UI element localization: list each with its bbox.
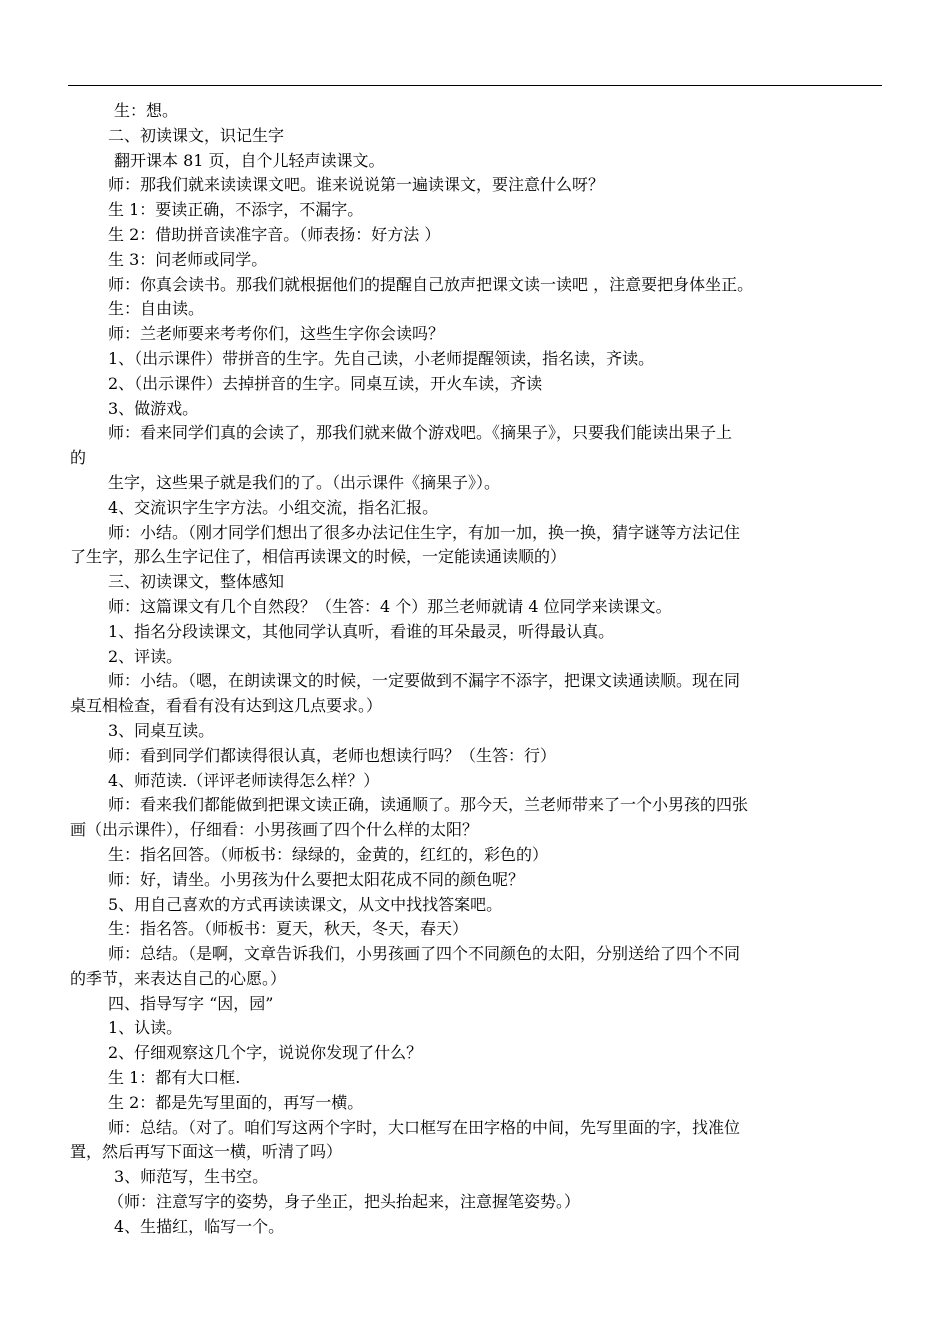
- text-line: 四、指导写字 “因，园”: [108, 993, 274, 1013]
- text-line: 生：指名答。（师板书：夏天，秋天，冬天，春天）: [108, 919, 469, 939]
- header-rule: [68, 85, 882, 86]
- text-line: 的: [70, 448, 87, 468]
- text-line: 4、交流识字生字方法。小组交流，指名汇报。: [108, 497, 439, 517]
- text-line: 生字，这些果子就是我们的了。（出示课件《摘果子》）。: [108, 472, 501, 492]
- text-line: 4、生描红，临写一个。: [114, 1216, 285, 1236]
- text-line: 三、初读课文，整体感知: [108, 572, 285, 592]
- text-line: 3、同桌互读。: [108, 720, 215, 740]
- text-line: 了生字，那么生字记住了，相信再读课文的时候，一定能读通读顺的）: [70, 547, 567, 567]
- text-line: 的季节，来表达自己的心愿。）: [70, 968, 287, 988]
- text-line: 师：看来我们都能做到把课文读正确，读通顺了。那今天，兰老师带来了一个小男孩的四张: [108, 795, 749, 815]
- text-line: 师：总结。（对了。咱们写这两个字时，大口框写在田字格的中间，先写里面的字，找准位: [108, 1117, 741, 1137]
- text-line: 置，然后再写下面这一横，听清了吗）: [70, 1142, 343, 1162]
- text-line: 桌互相检查，看看有没有达到这几点要求。）: [70, 696, 383, 716]
- text-line: 1、（出示课件）带拼音的生字。先自己读，小老师提醒领读，指名读，齐读。: [108, 348, 655, 368]
- text-line: 3、做游戏。: [108, 398, 199, 418]
- text-line: 4、师范读.（评评老师读得怎么样？）: [108, 770, 380, 790]
- text-line: 师：看到同学们都读得很认真，老师也想读行吗？（生答：行）: [108, 745, 557, 765]
- text-line: 5、用自己喜欢的方式再读读课文，从文中找找答案吧。: [108, 894, 503, 914]
- text-line: 师：好，请坐。小男孩为什么要把太阳花成不同的颜色呢？: [108, 869, 525, 889]
- text-line: 生 3：问老师或同学。: [108, 249, 268, 269]
- text-line: 师：你真会读书。那我们就根据他们的提醒自己放声把课文读一读吧 ，注意要把身体坐正。: [108, 274, 754, 294]
- text-line: 3、师范写，生书空。: [114, 1167, 269, 1187]
- text-line: 师：小结。（刚才同学们想出了很多办法记住生字，有加一加，换一换，猜字谜等方法记住: [108, 522, 741, 542]
- text-line: 翻开课本 81 页，自个儿轻声读课文。: [114, 150, 385, 170]
- text-line: 生 2：都是先写里面的，再写一横。: [108, 1092, 364, 1112]
- text-line: 画（出示课件），仔细看：小男孩画了四个什么样的太阳？: [70, 820, 479, 840]
- text-line: 生 2：借助拼音读准字音。（师表扬：好方法 ）: [108, 224, 441, 244]
- text-line: 1、指名分段读课文，其他同学认真听，看谁的耳朵最灵，听得最认真。: [108, 621, 615, 641]
- text-line: 师：看来同学们真的会读了，那我们就来做个游戏吧。《摘果子》，只要我们能读出果子上: [108, 423, 733, 443]
- text-line: 2、评读。: [108, 646, 183, 666]
- text-line: 二、初读课文，识记生字: [108, 125, 285, 145]
- text-line: （师：注意写字的姿势，身子坐正，把头抬起来，注意握笔姿势。）: [108, 1192, 581, 1212]
- text-line: 生：想。: [114, 101, 179, 120]
- text-line: 生：自由读。: [108, 299, 205, 319]
- text-line: 师：这篇课文有几个自然段？（生答：4 个）那兰老师就请 4 位同学来读课文。: [108, 596, 672, 616]
- text-line: 师：兰老师要来考考你们，这些生字你会读吗？: [108, 324, 445, 344]
- text-line: 师：小结。（嗯，在朗读课文的时候，一定要做到不漏字不添字，把课文读通读顺。现在同: [108, 671, 741, 691]
- text-line: 2、（出示课件）去掉拼音的生字。同桌互读，开火车读，齐读: [108, 373, 543, 393]
- text-line: 生：指名回答。（师板书：绿绿的，金黄的，红红的，彩色的）: [108, 844, 549, 864]
- text-line: 生 1：要读正确，不添字，不漏字。: [108, 200, 364, 220]
- text-line: 2、仔细观察这几个字，说说你发现了什么？: [108, 1043, 423, 1063]
- document-body: [70, 99, 882, 1240]
- text-line: 师：那我们就来读读课文吧。谁来说说第一遍读课文，要注意什么呀？: [108, 175, 605, 195]
- text-line: 生 1：都有大口框.: [108, 1068, 241, 1088]
- text-line: 师：总结。（是啊，文章告诉我们，小男孩画了四个不同颜色的太阳，分别送给了四个不同: [108, 944, 741, 964]
- text-line: 1、认读。: [108, 1018, 183, 1038]
